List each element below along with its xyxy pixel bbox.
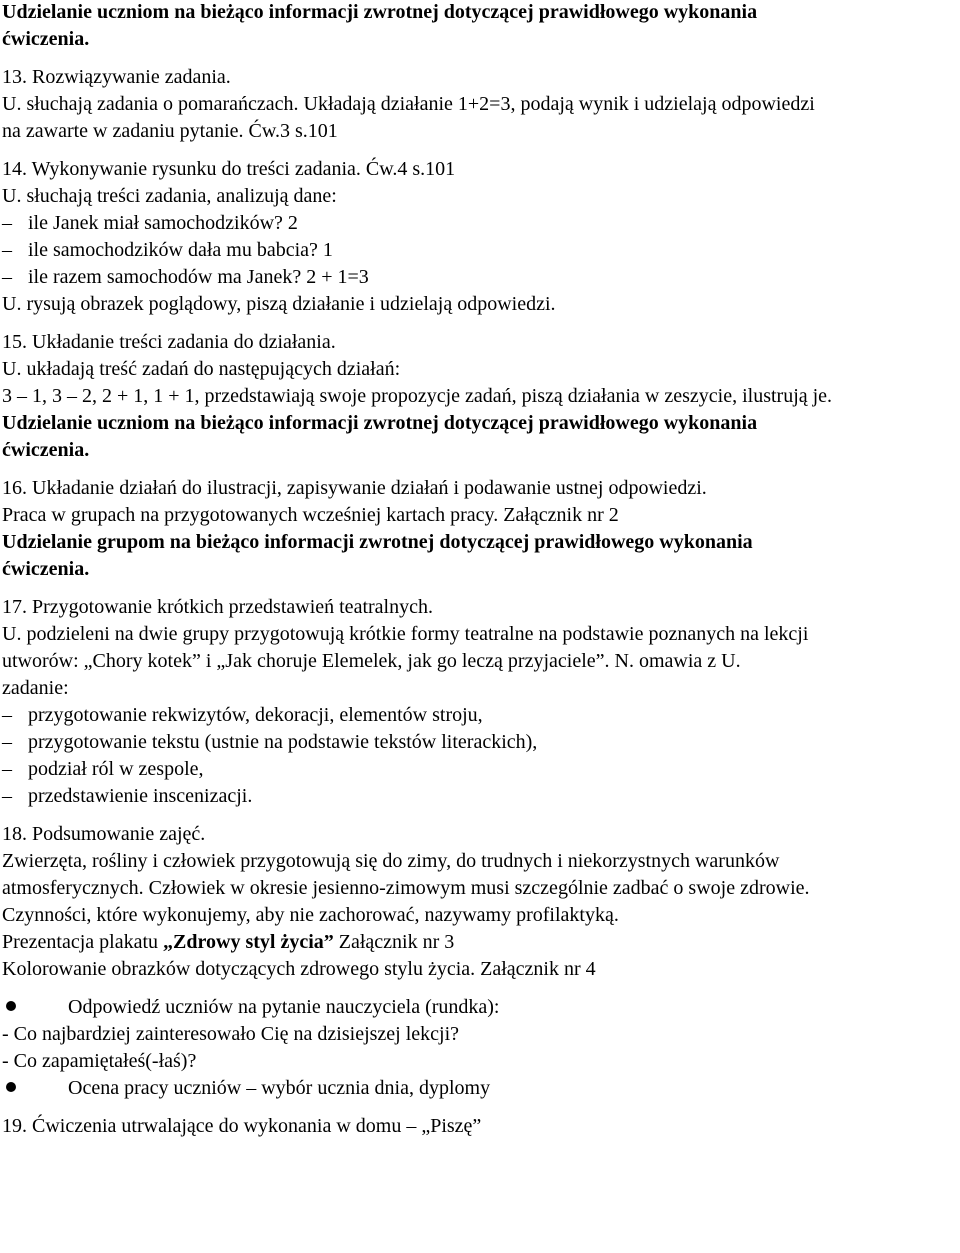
section-14-title: 14. Wykonywanie rysunku do treści zadania. Ćw.4 s.101 bbox=[2, 158, 456, 180]
section-17-task-2 bbox=[2, 730, 537, 754]
task-text: podział ról w zespole, bbox=[28, 758, 204, 780]
section-17-task-3 bbox=[2, 757, 204, 781]
dash-marker: – bbox=[2, 758, 12, 780]
bullet-item-answer bbox=[2, 995, 499, 1019]
feedback-heading-1: Udzielanie uczniom na bieżąco informacji zwrotnej dotyczącej prawidłowego wykonania bbox=[2, 1, 758, 23]
section-15-text-1: U. układają treść zadań do następujących działań: bbox=[2, 358, 401, 380]
section-17-task-4 bbox=[2, 784, 252, 808]
dash-marker: – bbox=[2, 212, 12, 234]
question-line-1: - Co najbardziej zainteresowało Cię na dzisiejszej lekcji? bbox=[2, 1023, 460, 1045]
dash-marker: – bbox=[2, 239, 12, 261]
section-18-text-1: Zwierzęta, rośliny i człowiek przygotowują się do zimy, do trudnych i niekorzystnych warunków bbox=[2, 850, 780, 872]
poster-presentation-line bbox=[2, 930, 454, 954]
feedback-heading-3-cont: ćwiczenia. bbox=[2, 558, 90, 580]
section-14-question-2 bbox=[2, 238, 333, 262]
section-18-text-2: atmosferycznych. Człowiek w okresie jesienno-zimowym musi szczególnie zadbać o swoje zdrowie. bbox=[2, 877, 810, 899]
bullet-icon bbox=[6, 1082, 16, 1092]
task-text: przedstawienie inscenizacji. bbox=[28, 785, 253, 807]
section-17-text-1: U. podzieleni na dwie grupy przygotowują krótkie formy teatralne na podstawie poznanych na lekcji bbox=[2, 623, 809, 645]
bullet-icon bbox=[6, 1001, 16, 1011]
section-17-text-3: zadanie: bbox=[2, 677, 69, 699]
section-13-text-2: na zawarte w zadaniu pytanie. Ćw.3 s.101 bbox=[2, 120, 338, 142]
section-19-title: 19. Ćwiczenia utrwalające do wykonania w domu – „Piszę” bbox=[2, 1115, 482, 1137]
feedback-heading-1-cont: ćwiczenia. bbox=[2, 28, 90, 50]
coloring-line: Kolorowanie obrazków dotyczących zdrowego stylu życia. Załącznik nr 4 bbox=[2, 958, 596, 980]
poster-title: „Zdrowy styl życia” bbox=[163, 931, 334, 953]
section-13-text-1: U. słuchają zadania o pomarańczach. Układają działanie 1+2=3, podają wynik i udzielają odpowiedzi bbox=[2, 93, 815, 115]
section-18-title: 18. Podsumowanie zajęć. bbox=[2, 823, 206, 845]
bullet-text: Odpowiedź uczniów na pytanie nauczyciela (rundka): bbox=[68, 996, 500, 1018]
dash-marker: – bbox=[2, 785, 12, 807]
bullet-text: Ocena pracy uczniów – wybór ucznia dnia, dyplomy bbox=[68, 1077, 491, 1099]
section-15-title: 15. Układanie treści zadania do działania. bbox=[2, 331, 336, 353]
question-text: ile samochodzików dała mu babcia? 1 bbox=[28, 239, 333, 261]
section-13-title: 13. Rozwiązywanie zadania. bbox=[2, 66, 231, 88]
section-14-text: U. słuchają treści zadania, analizują dane: bbox=[2, 185, 337, 207]
question-text: ile Janek miał samochodzików? 2 bbox=[28, 212, 298, 234]
feedback-heading-2: Udzielanie uczniom na bieżąco informacji zwrotnej dotyczącej prawidłowego wykonania bbox=[2, 412, 758, 434]
bullet-item-evaluation bbox=[2, 1076, 490, 1100]
section-17-title: 17. Przygotowanie krótkich przedstawień teatralnych. bbox=[2, 596, 433, 618]
dash-marker: – bbox=[2, 731, 12, 753]
section-14-question-1 bbox=[2, 211, 298, 235]
dash-marker: – bbox=[2, 704, 12, 726]
question-line-2: - Co zapamiętałeś(-łaś)? bbox=[2, 1050, 197, 1072]
feedback-heading-3: Udzielanie grupom na bieżąco informacji zwrotnej dotyczącej prawidłowego wykonania bbox=[2, 531, 753, 553]
section-16-title: 16. Układanie działań do ilustracji, zapisywanie działań i podawanie ustnej odpowiedzi. bbox=[2, 477, 707, 499]
section-14-text-2: U. rysują obrazek poglądowy, piszą działanie i udzielają odpowiedzi. bbox=[2, 293, 556, 315]
section-16-text: Praca w grupach na przygotowanych wcześniej kartach pracy. Załącznik nr 2 bbox=[2, 504, 619, 526]
poster-prefix: Prezentacja plakatu bbox=[2, 931, 164, 953]
section-18-text-3: Czynności, które wykonujemy, aby nie zachorować, nazywamy profilaktyką. bbox=[2, 904, 619, 926]
section-17-text-2: utworów: „Chory kotek” i „Jak choruje Elemelek, jak go leczą przyjaciele”. N. omawia z U. bbox=[2, 650, 741, 672]
poster-attachment: Załącznik nr 3 bbox=[333, 931, 455, 953]
section-15-text-2: 3 – 1, 3 – 2, 2 + 1, 1 + 1, przedstawiają swoje propozycje zadań, piszą działania w zeszycie, ilustrują je. bbox=[2, 385, 833, 407]
task-text: przygotowanie rekwizytów, dekoracji, elementów stroju, bbox=[28, 704, 483, 726]
section-17-task-1 bbox=[2, 703, 483, 727]
dash-marker: – bbox=[2, 266, 12, 288]
question-text: ile razem samochodów ma Janek? 2 + 1=3 bbox=[28, 266, 369, 288]
section-14-question-3 bbox=[2, 265, 369, 289]
feedback-heading-2-cont: ćwiczenia. bbox=[2, 439, 90, 461]
task-text: przygotowanie tekstu (ustnie na podstawie tekstów literackich), bbox=[28, 731, 538, 753]
